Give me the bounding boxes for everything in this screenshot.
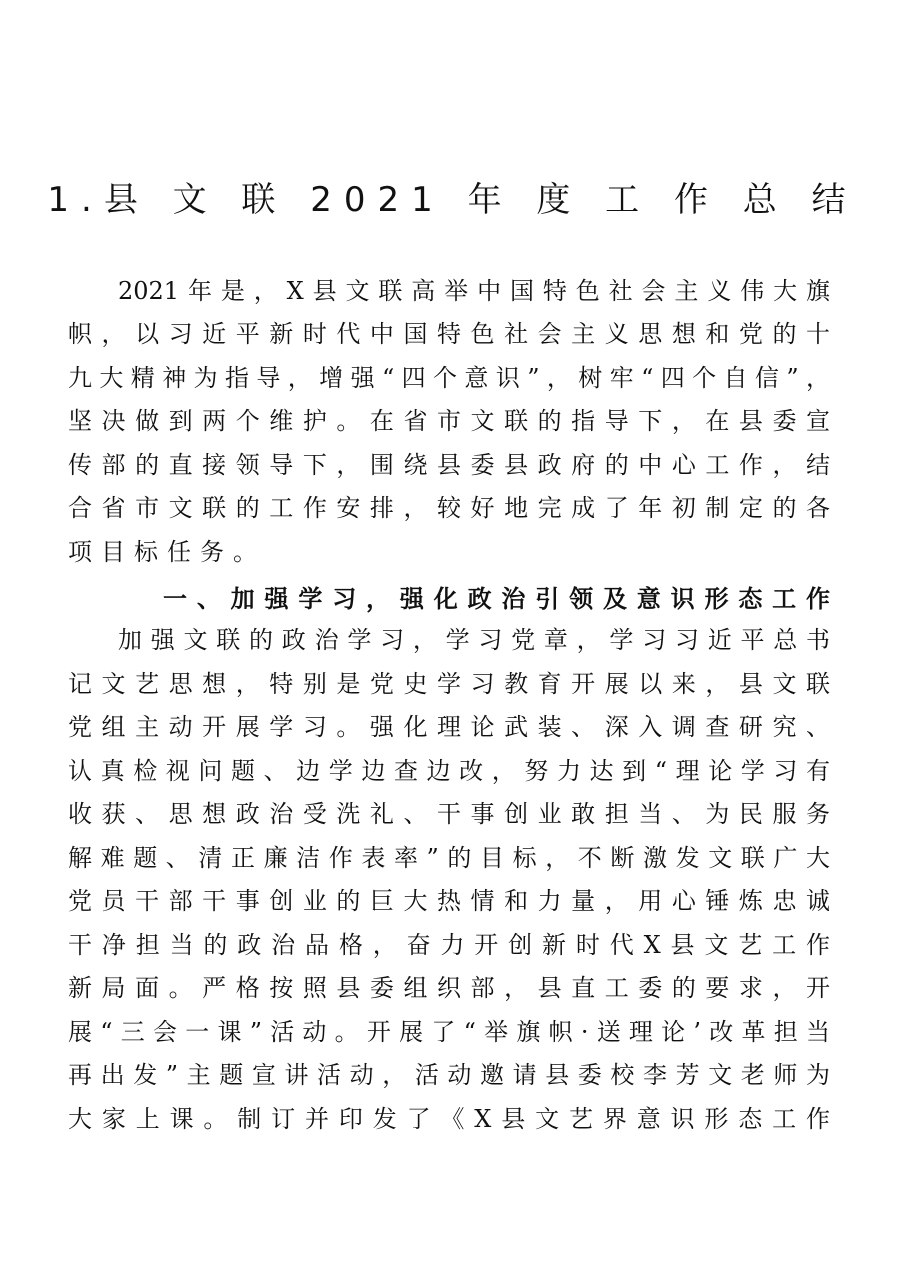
paragraph-line: 加强文联的政治学习，学习党章，学习习近平总书 [118,626,830,654]
section-heading: 一、加强学习，强化政治引领及意识形态工作 [163,585,830,613]
paragraph-line: 帜，以习近平新时代中国特色社会主义思想和党的十 [68,320,830,348]
paragraph-line: 坚决做到两个维护。在省市文联的指导下，在县委宣 [68,407,830,435]
paragraph-line: 党员干部干事创业的巨大热情和力量，用心锤炼忠诚 [68,887,830,915]
paragraph-line: 九大精神为指导，增强“四个意识”，树牢“四个自信”， [68,364,830,392]
paragraph-line: 党组主动开展学习。强化理论武装、深入调查研究、 [68,713,830,741]
paragraph-line: 2021年是，X县文联高举中国特色社会主义伟大旗 [118,277,830,305]
paragraph-line: 展“三会一课”活动。开展了“举旗帜·送理论’改革担当 [68,1018,830,1046]
paragraph-line: 解难题、清正廉洁作表率”的目标，不断激发文联广大 [68,844,830,872]
paragraph-line: 记文艺思想，特别是党史学习教育开展以来，县文联 [68,670,830,698]
paragraph-line: 认真检视问题、边学边查边改，努力达到“理论学习有 [68,757,830,785]
paragraph-line: 大家上课。制订并印发了《X县文艺界意识形态工作 [68,1105,830,1133]
paragraph-line: 再出发”主题宣讲活动，活动邀请县委校李芳文老师为 [68,1061,830,1089]
paragraph-line: 收获、思想政治受洗礼、干事创业敢担当、为民服务 [68,800,830,828]
paragraph-line: 干净担当的政治品格，奋力开创新时代X县文艺工作 [68,931,830,959]
paragraph-line: 传部的直接领导下，围绕县委县政府的中心工作，结 [68,451,830,479]
document-title: 1.县 文 联 2021 年 度 工 作 总 结 [47,180,858,220]
paragraph-line: 新局面。严格按照县委组织部，县直工委的要求，开 [68,974,830,1002]
paragraph-line: 项目标任务。 [68,538,266,566]
paragraph-line: 合省市文联的工作安排，较好地完成了年初制定的各 [68,494,830,522]
